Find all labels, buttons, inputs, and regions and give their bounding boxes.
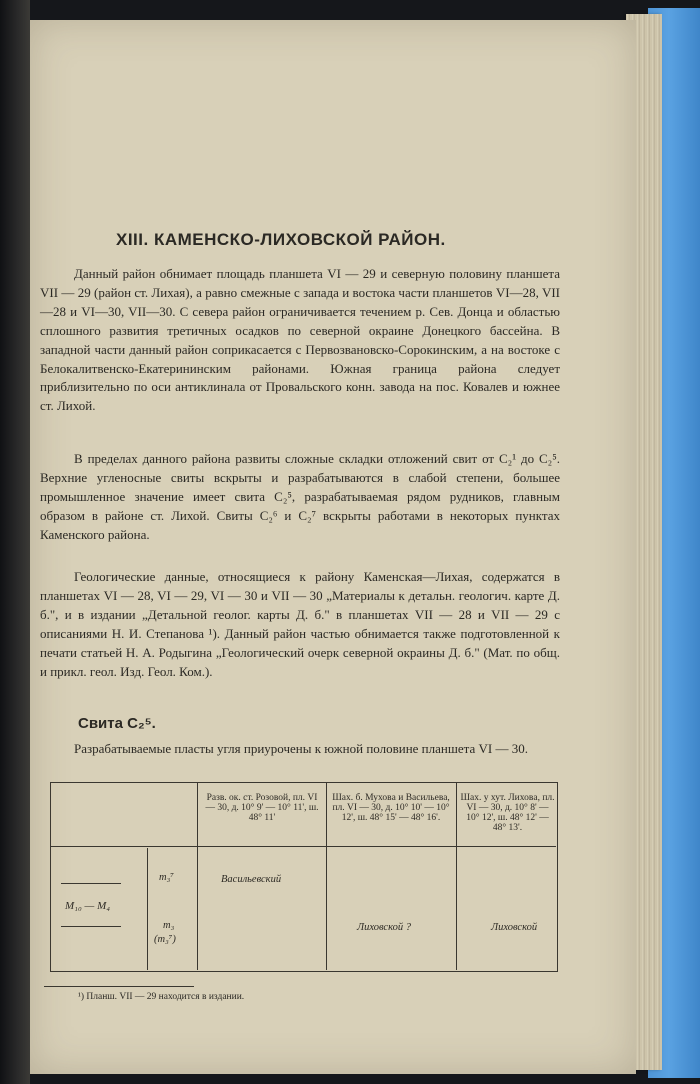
book-spine-edge — [0, 0, 30, 1084]
footnote-rule — [44, 986, 194, 987]
column-header-2: Шах. б. Муховa и Васильева, пл. VI — 30, д. 10° 10' — 10° 12', ш. 48° 15' — 48° 16'. — [332, 793, 450, 823]
table-divider — [326, 783, 327, 970]
column-header-1: Разв. ок. ст. Розовой, пл. VI — 30, д. 10° 9' — 10° 11', ш. 48° 11' — [205, 793, 319, 823]
sub-label-2: m₃ — [163, 920, 175, 931]
bracket-line — [61, 883, 121, 884]
cell-likhovskoy-q: Лиховской ? — [357, 922, 411, 933]
footnote: ¹) Планш. VII — 29 находится в издании. — [78, 992, 245, 1002]
table-header-divider — [51, 846, 556, 847]
cell-likhovskoy: Лиховской — [491, 922, 538, 933]
paragraph-1: Данный район обнимает площадь планшета VI — 29 и северную половину планшета VII — 29 (район ст. Лихая), а равно смежные с запада и востока части планшетов VI—28, VII—28 и VI—30, VII—30. С севера район ограничивается течением р. Сев. Донца и областью сплошного развития третичных осадков по северной окраине Донецкого бассейна. В западной части данный район соприкасается с Первозвановско-Сорокинским, а на востоке с Белокалитвенско-Екатерининским районами. Южная граница района следует приблизительно по оси антиклинала от Провальского конн. завода на пос. Ковалев и южнее ст. Лихой. — [40, 266, 560, 414]
sub-label-3: (m₃⁷) — [154, 934, 176, 945]
bracket-line — [61, 926, 121, 927]
sub-label-1: m₃⁷ — [159, 872, 174, 883]
row-label: M₁₀ — M₄ — [65, 900, 111, 912]
suite-heading: Свита C₂⁵. — [78, 715, 156, 732]
cell-vasilievsky: Васильевский — [221, 874, 282, 885]
paragraph-2: В пределах данного района развиты сложные складки отложений свит от C₂¹ до C₂⁵. Верхние угленосные свиты вскрыты и разрабатываются в слабой степени, большее промышленное значение имеет свита C₂⁵, разрабатываемая рядом рудников, главным образом в районе ст. Лихой. Свиты C₂⁶ и C₂⁷ вскрыты работами в некоторых пунктах Каменского района. — [40, 451, 560, 542]
table-divider — [456, 783, 457, 970]
table-divider — [147, 848, 148, 970]
suite-paragraph: Разрабатываемые пласты угля приурочены к южной половине планшета VI — 30. — [74, 741, 528, 756]
column-header-3: Шах. у хут. Лиховa, пл. VI — 30, д. 10° 8' — 10° 12', ш. 48° 12' — 48° 13'. — [460, 793, 555, 833]
chapter-heading: XIII. КАМЕНСКО-ЛИХОВСКОЙ РАЙОН. — [116, 230, 446, 249]
table-divider — [197, 783, 198, 970]
paragraph-3: Геологические данные, относящиеся к району Каменская—Лихая, содержатся в планшетах VI — 28, VI — 29, VI — 30 и VII — 30 „Материалы к детальн. геологич. карте Д. б.", и в издании „Детальной геолог. карты Д. б." в планшетах VII — 28 и VII — 29 с описаниями Н. И. Степанова ¹). Данный район частью обнимается также подготовленной к печати статьей Н. А. Родыгина „Геологический очерк северной окраины Д. б." (Мат. по общ. и прикл. геол. Изд. Геол. Ком.). — [40, 569, 560, 679]
coal-seam-table — [50, 782, 558, 972]
book-page — [30, 20, 636, 1074]
